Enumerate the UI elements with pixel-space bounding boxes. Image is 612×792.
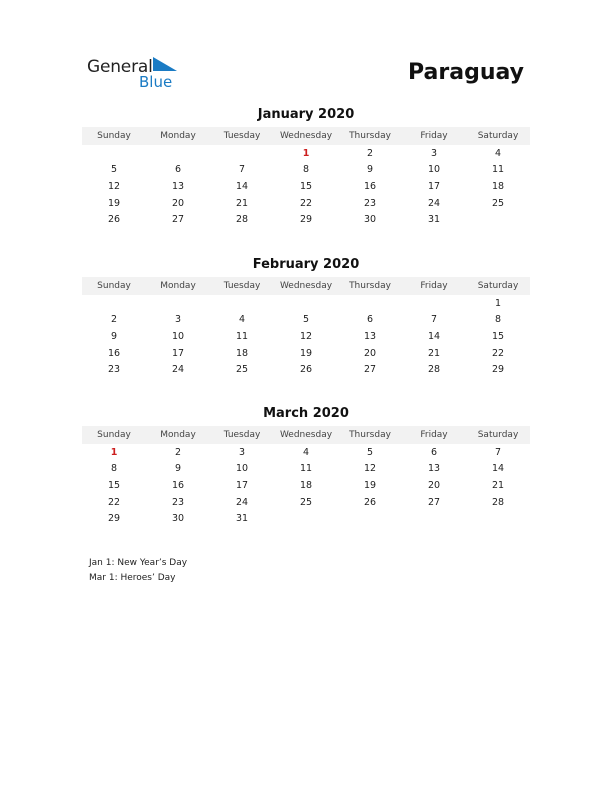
day-cell: 8	[494, 314, 502, 326]
day-cell: 18	[299, 479, 313, 491]
weekday-label: Thursday	[349, 281, 391, 291]
day-cell: 2	[110, 314, 118, 326]
weekday-label: Monday	[160, 281, 196, 291]
day-cell: 4	[302, 446, 310, 458]
day-cell: 24	[235, 496, 249, 508]
holiday-day-cell: 1	[302, 147, 310, 159]
day-cell: 20	[363, 347, 377, 359]
day-cell: 22	[107, 496, 121, 508]
day-cell: 26	[299, 364, 313, 376]
day-cell: 14	[235, 180, 249, 192]
generalblue-logo	[87, 56, 197, 92]
day-cell: 3	[430, 147, 438, 159]
day-cell: 16	[363, 180, 377, 192]
day-cell: 15	[299, 180, 313, 192]
day-cell: 5	[302, 314, 310, 326]
weekday-label: Saturday	[477, 131, 519, 141]
day-cell: 7	[430, 314, 438, 326]
day-cell: 31	[235, 513, 249, 525]
week-row	[82, 295, 530, 312]
week-row	[82, 510, 530, 527]
week-row	[82, 328, 530, 345]
day-cell: 29	[107, 513, 121, 525]
day-cell: 13	[427, 463, 441, 475]
logo-word-general: General	[87, 57, 153, 77]
weekday-header	[82, 277, 530, 295]
day-cell: 10	[171, 330, 185, 342]
month-title: February 2020	[252, 257, 360, 272]
weekday-header	[82, 426, 530, 444]
day-cell: 11	[491, 164, 505, 176]
holiday-note: Mar 1: Heroes’ Day	[89, 573, 176, 583]
day-cell: 7	[238, 164, 246, 176]
day-cell: 29	[299, 214, 313, 226]
day-cell: 22	[299, 197, 313, 209]
day-cell: 10	[427, 164, 441, 176]
day-cell: 6	[430, 446, 438, 458]
logo-triangle-icon	[153, 57, 177, 71]
day-cell: 23	[171, 496, 185, 508]
week-row	[82, 477, 530, 494]
day-cell: 28	[491, 496, 505, 508]
week-row	[82, 211, 530, 228]
weekday-label: Friday	[420, 281, 448, 291]
day-cell: 9	[366, 164, 374, 176]
week-row	[82, 312, 530, 329]
weekday-label: Wednesday	[279, 281, 333, 291]
day-cell: 17	[171, 347, 185, 359]
day-cell: 5	[366, 446, 374, 458]
day-cell: 3	[174, 314, 182, 326]
weekday-label: Friday	[420, 131, 448, 141]
day-cell: 25	[491, 197, 505, 209]
holiday-note: Jan 1: New Year’s Day	[89, 558, 188, 568]
weekday-label: Sunday	[97, 430, 131, 440]
day-cell: 11	[235, 330, 249, 342]
day-cell: 22	[491, 347, 505, 359]
holiday-list	[89, 556, 187, 586]
week-row	[82, 178, 530, 195]
day-cell: 4	[238, 314, 246, 326]
day-cell: 19	[299, 347, 313, 359]
weekday-label: Sunday	[97, 131, 131, 141]
day-cell: 23	[107, 364, 121, 376]
month-calendar	[82, 405, 530, 527]
weekday-label: Tuesday	[223, 281, 261, 291]
day-cell: 3	[238, 446, 246, 458]
day-cell: 31	[427, 214, 441, 226]
logo-word-blue: Blue	[139, 73, 173, 91]
day-cell: 6	[174, 164, 182, 176]
day-cell: 27	[363, 364, 377, 376]
day-cell: 21	[427, 347, 441, 359]
day-cell: 28	[427, 364, 441, 376]
day-cell: 27	[427, 496, 441, 508]
day-cell: 8	[110, 463, 118, 475]
country-title: Paraguay	[408, 60, 524, 85]
month-title: January 2020	[257, 107, 355, 122]
day-cell: 13	[171, 180, 185, 192]
day-cell: 25	[299, 496, 313, 508]
day-cell: 27	[171, 214, 185, 226]
day-cell: 30	[363, 214, 377, 226]
holiday-day-cell: 1	[110, 446, 118, 458]
weekday-label: Thursday	[349, 430, 391, 440]
day-cell: 18	[491, 180, 505, 192]
week-row	[82, 145, 530, 162]
day-cell: 10	[235, 463, 249, 475]
day-cell: 2	[366, 147, 374, 159]
day-cell: 1	[494, 297, 502, 309]
day-cell: 24	[171, 364, 185, 376]
weekday-label: Monday	[160, 430, 196, 440]
day-cell: 16	[171, 479, 185, 491]
weekday-label: Friday	[420, 430, 448, 440]
day-cell: 21	[235, 197, 249, 209]
week-row	[82, 494, 530, 511]
week-row	[82, 444, 530, 461]
week-row	[82, 162, 530, 179]
day-cell: 17	[427, 180, 441, 192]
weekday-label: Sunday	[97, 281, 131, 291]
week-row	[82, 345, 530, 362]
day-cell: 15	[491, 330, 505, 342]
day-cell: 9	[110, 330, 118, 342]
weekday-label: Saturday	[477, 281, 519, 291]
day-cell: 18	[235, 347, 249, 359]
day-cell: 12	[299, 330, 313, 342]
weekday-label: Tuesday	[223, 430, 261, 440]
day-cell: 14	[491, 463, 505, 475]
day-cell: 29	[491, 364, 505, 376]
day-cell: 30	[171, 513, 185, 525]
weekday-label: Tuesday	[223, 131, 261, 141]
day-cell: 16	[107, 347, 121, 359]
day-cell: 12	[363, 463, 377, 475]
weekday-label: Saturday	[477, 430, 519, 440]
day-cell: 15	[107, 479, 121, 491]
day-cell: 19	[363, 479, 377, 491]
day-cell: 14	[427, 330, 441, 342]
weekday-label: Wednesday	[279, 430, 333, 440]
weekday-label: Wednesday	[279, 131, 333, 141]
month-calendar	[82, 256, 530, 378]
weekday-label: Monday	[160, 131, 196, 141]
day-cell: 17	[235, 479, 249, 491]
day-cell: 6	[366, 314, 374, 326]
day-cell: 21	[491, 479, 505, 491]
day-cell: 28	[235, 214, 249, 226]
weekday-label: Thursday	[349, 131, 391, 141]
day-cell: 12	[107, 180, 121, 192]
day-cell: 20	[171, 197, 185, 209]
week-row	[82, 461, 530, 478]
day-cell: 19	[107, 197, 121, 209]
day-cell: 2	[174, 446, 182, 458]
day-cell: 5	[110, 164, 118, 176]
day-cell: 13	[363, 330, 377, 342]
weekday-header	[82, 127, 530, 145]
day-cell: 20	[427, 479, 441, 491]
day-cell: 8	[302, 164, 310, 176]
week-row	[82, 195, 530, 212]
day-cell: 4	[494, 147, 502, 159]
day-cell: 26	[363, 496, 377, 508]
day-cell: 9	[174, 463, 182, 475]
day-cell: 11	[299, 463, 313, 475]
day-cell: 23	[363, 197, 377, 209]
day-cell: 26	[107, 214, 121, 226]
day-cell: 24	[427, 197, 441, 209]
month-title: March 2020	[263, 406, 349, 421]
day-cell: 25	[235, 364, 249, 376]
day-cell: 7	[494, 446, 502, 458]
week-row	[82, 361, 530, 378]
month-calendar	[82, 106, 530, 228]
